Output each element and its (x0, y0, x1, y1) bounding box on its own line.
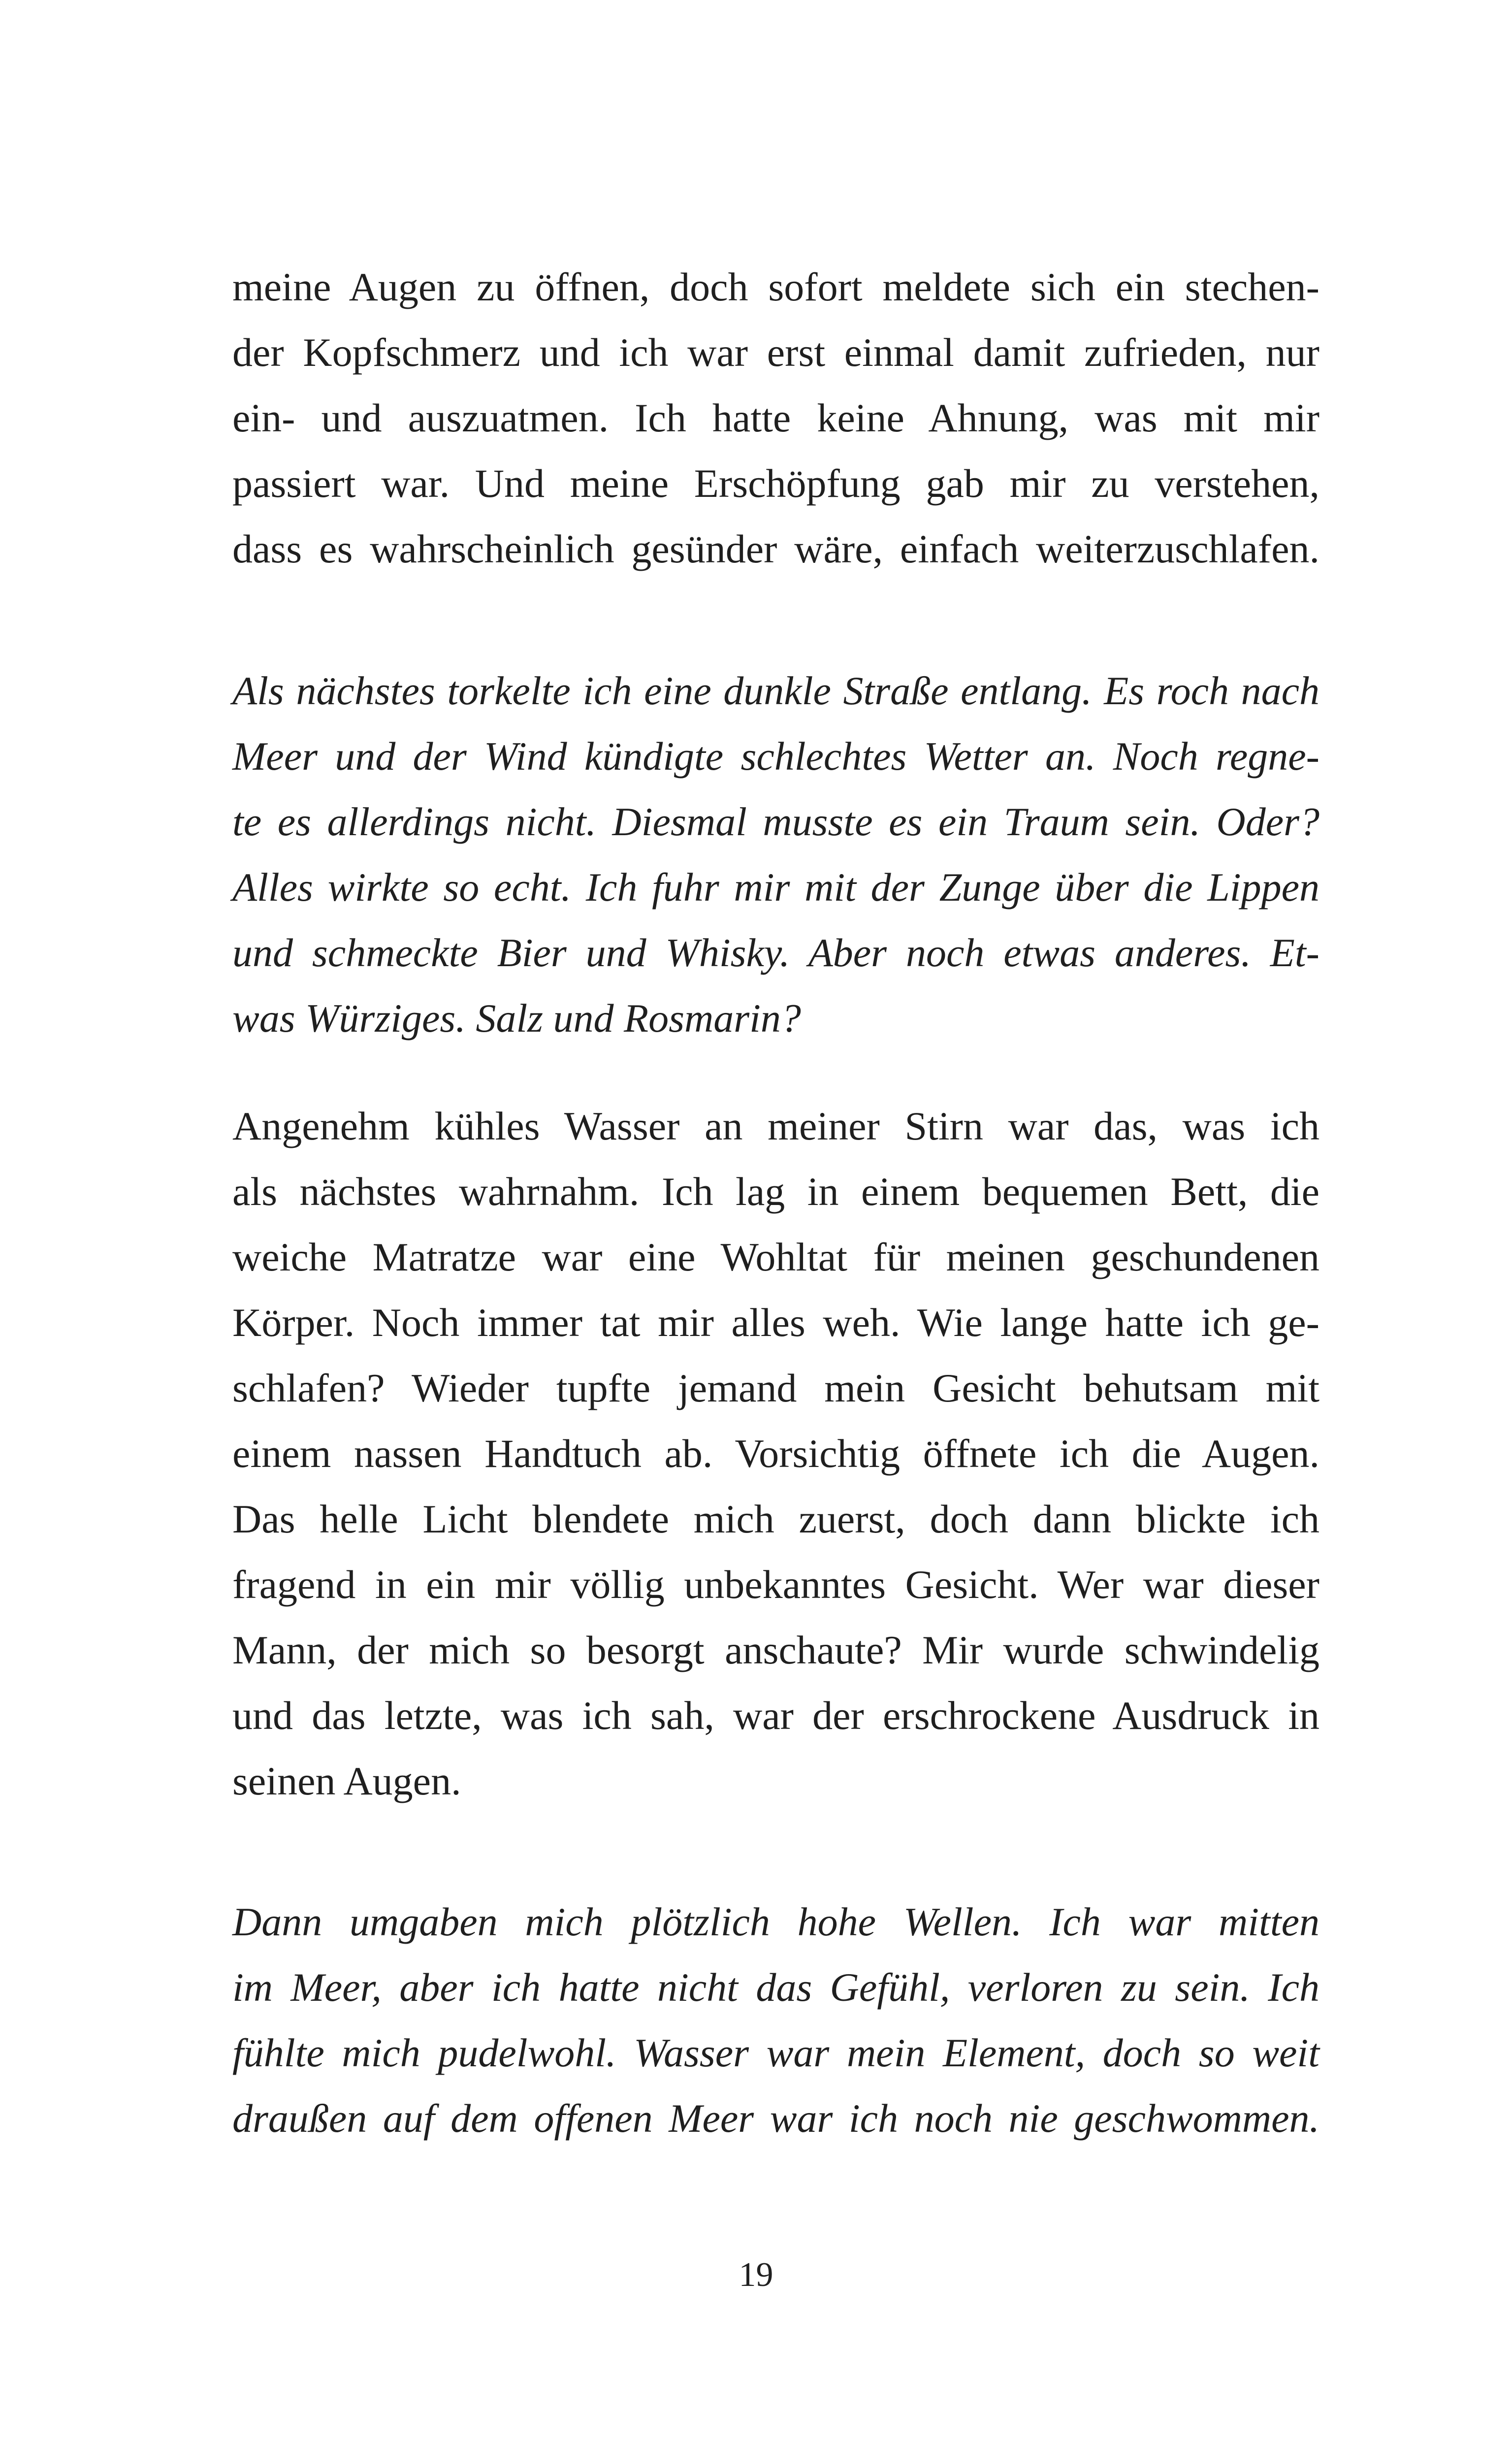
text-line: Angenehm kühles Wasser an meiner Stirn war das, was ich (232, 1104, 1319, 1148)
text-line: weiche Matratze war eine Wohltat für meinen geschundenen (232, 1235, 1319, 1279)
text-line: Dann umgaben mich plötzlich hohe Wellen. Ich war mitten (232, 1899, 1319, 1944)
text-line: Alles wirkte so echt. Ich fuhr mir mit der Zunge über die Lippen (232, 865, 1319, 910)
text-line: dass es wahrscheinlich gesünder wäre, einfach weiterzuschlafen. (232, 526, 1319, 571)
text-line: als nächstes wahrnahm. Ich lag in einem bequemen Bett, die (232, 1169, 1319, 1214)
paragraph-1 (232, 254, 1319, 582)
text-line: fühlte mich pudelwohl. Wasser war mein Element, doch so weit (232, 2030, 1319, 2075)
text-line: seinen Augen. (232, 1759, 461, 1803)
text-line: fragend in ein mir völlig unbekanntes Gesicht. Wer war dieser (232, 1562, 1319, 1607)
text-line: Als nächstes torkelte ich eine dunkle Straße entlang. Es roch nach (232, 668, 1319, 713)
paragraph-4-italic (232, 1889, 1319, 2151)
text-line: Das helle Licht blendete mich zuerst, doch dann blickte ich (232, 1497, 1319, 1541)
text-line: Meer und der Wind kündigte schlechtes Wetter an. Noch regne- (232, 734, 1319, 779)
page-number: 19 (739, 2256, 773, 2294)
text-line: was Würziges. Salz und Rosmarin? (232, 996, 801, 1041)
text-line: ein- und auszuatmen. Ich hatte keine Ahnung, was mit mir (232, 395, 1319, 440)
text-line: einem nassen Handtuch ab. Vorsichtig öffnete ich die Augen. (232, 1431, 1319, 1476)
text-line: und schmeckte Bier und Whisky. Aber noch etwas anderes. Et- (232, 930, 1319, 975)
text-line: te es allerdings nicht. Diesmal musste es ein Traum sein. Oder? (232, 799, 1319, 844)
text-line: Mann, der mich so besorgt anschaute? Mir wurde schwindelig (232, 1628, 1319, 1672)
text-line: draußen auf dem offenen Meer war ich noch nie geschwommen. (232, 2096, 1319, 2141)
text-line: und das letzte, was ich sah, war der erschrockene Ausdruck in (232, 1693, 1319, 1738)
paragraph-3 (232, 1093, 1319, 1814)
text-line: passiert war. Und meine Erschöpfung gab mir zu verstehen, (232, 461, 1319, 506)
text-line: Körper. Noch immer tat mir alles weh. Wie lange hatte ich ge- (232, 1300, 1319, 1345)
paragraph-2-italic (232, 658, 1319, 1051)
text-line: im Meer, aber ich hatte nicht das Gefühl, verloren zu sein. Ich (232, 1965, 1319, 2010)
text-line: schlafen? Wieder tupfte jemand mein Gesicht behutsam mit (232, 1366, 1319, 1410)
text-line: meine Augen zu öffnen, doch sofort meldete sich ein stechen- (232, 264, 1319, 309)
text-line: der Kopfschmerz und ich war erst einmal damit zufrieden, nur (232, 330, 1319, 375)
